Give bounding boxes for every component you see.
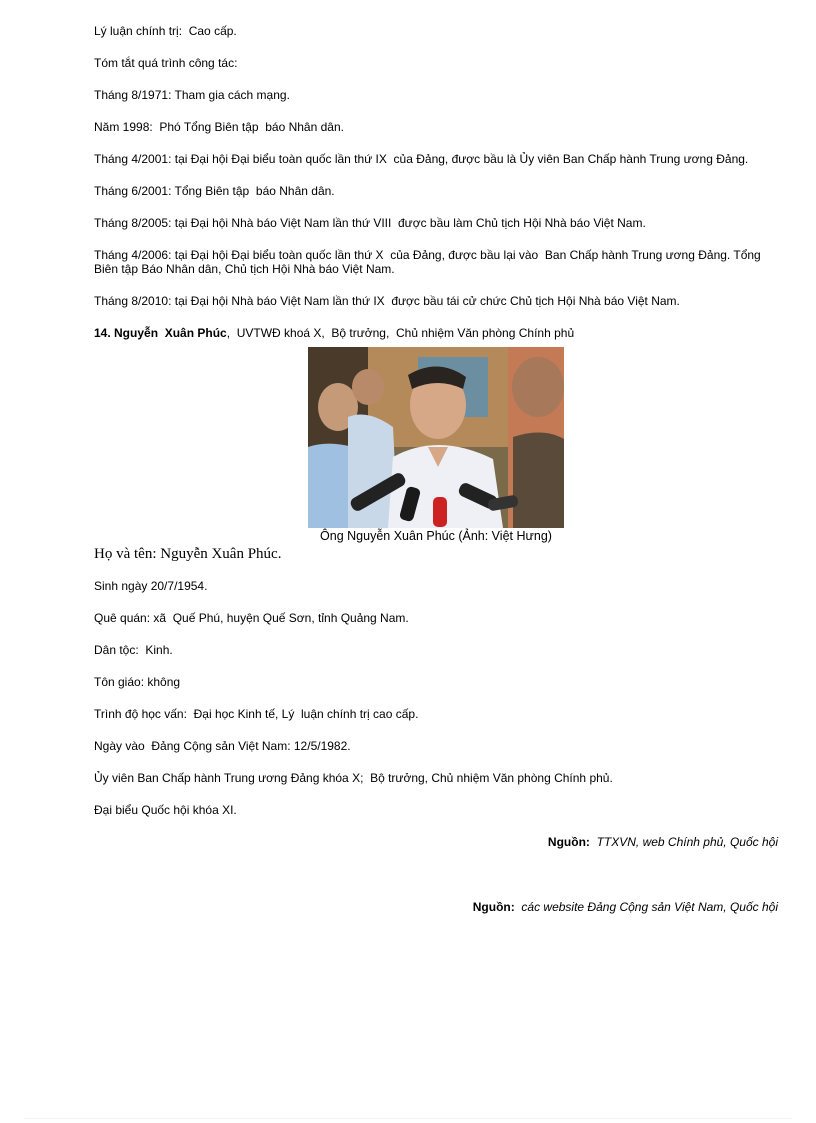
full-name-line: Họ và tên: Nguyễn Xuân Phúc.: [94, 546, 282, 562]
portrait-photo: [308, 347, 564, 528]
detail-line: Dân tộc: Kinh.: [94, 643, 173, 657]
paragraph: Tháng 8/2005: tại Đại hội Nhà báo Việt Nam lần thứ VIII được bầu làm Chủ tịch Hội Nhà báo Việt Nam.: [94, 216, 646, 230]
detail-line: Sinh ngày 20/7/1954.: [94, 579, 208, 593]
source-text: TTXVN, web Chính phủ, Quốc hội: [596, 835, 778, 849]
paragraph: Lý luận chính trị: Cao cấp.: [94, 24, 237, 38]
paragraph: Tóm tắt quá trình công tác:: [94, 56, 238, 70]
source-label: Nguồn:: [547, 835, 590, 849]
paragraph: Tháng 4/2006: tại Đại hội Đại biểu toàn quốc lần thứ X của Đảng, được bầu lại vào Ban Chấp hành Trung ương Đảng. Tổng Biên tập Báo Nhân dân, Chủ tịch Hội Nhà báo Việt Nam.: [94, 248, 765, 276]
detail-line: Ngày vào Đảng Cộng sản Việt Nam: 12/5/1982.: [94, 739, 351, 753]
source-line: [94, 835, 778, 849]
detail-line: Đại biểu Quốc hội khóa XI.: [94, 803, 237, 817]
detail-line: Tôn giáo: không: [94, 675, 181, 689]
document-page: [94, 24, 778, 914]
paragraph: Năm 1998: Phó Tổng Biên tập báo Nhân dân.: [94, 120, 344, 134]
paragraph: Tháng 6/2001: Tổng Biên tập báo Nhân dân.: [94, 184, 335, 198]
detail-line: Trình độ học vấn: Đại học Kinh tế, Lý luận chính trị cao cấp.: [94, 707, 419, 721]
paragraph: Tháng 8/1971: Tham gia cách mạng.: [94, 88, 290, 102]
person-heading-title: , UVTWĐ khoá X, Bộ trưởng, Chủ nhiệm Văn phòng Chính phủ: [226, 326, 575, 340]
source-line: [94, 900, 778, 914]
page-bottom-divider: [24, 1118, 792, 1119]
source-label: Nguồn:: [472, 900, 515, 914]
detail-line: Ủy viên Ban Chấp hành Trung ương Đảng khóa X; Bộ trưởng, Chủ nhiệm Văn phòng Chính phủ.: [94, 771, 613, 785]
paragraph: Tháng 4/2001: tại Đại hội Đại biểu toàn quốc lần thứ IX của Đảng, được bầu là Ủy viên Ban Chấp hành Trung ương Đảng.: [94, 152, 749, 166]
photo-figure: [308, 347, 564, 543]
person-heading: [94, 326, 778, 340]
person-heading-name: 14. Nguyễn Xuân Phúc: [94, 326, 227, 340]
paragraph: Tháng 8/2010: tại Đại hội Nhà báo Việt Nam lần thứ IX được bầu tái cử chức Chủ tịch Hội Nhà báo Việt Nam.: [94, 294, 680, 308]
source-text: các website Đảng Cộng sản Việt Nam, Quốc hội: [521, 900, 778, 914]
photo-caption: Ông Nguyễn Xuân Phúc (Ảnh: Việt Hưng): [320, 529, 552, 543]
detail-line: Quê quán: xã Quế Phú, huyện Quế Sơn, tỉnh Quảng Nam.: [94, 611, 409, 625]
